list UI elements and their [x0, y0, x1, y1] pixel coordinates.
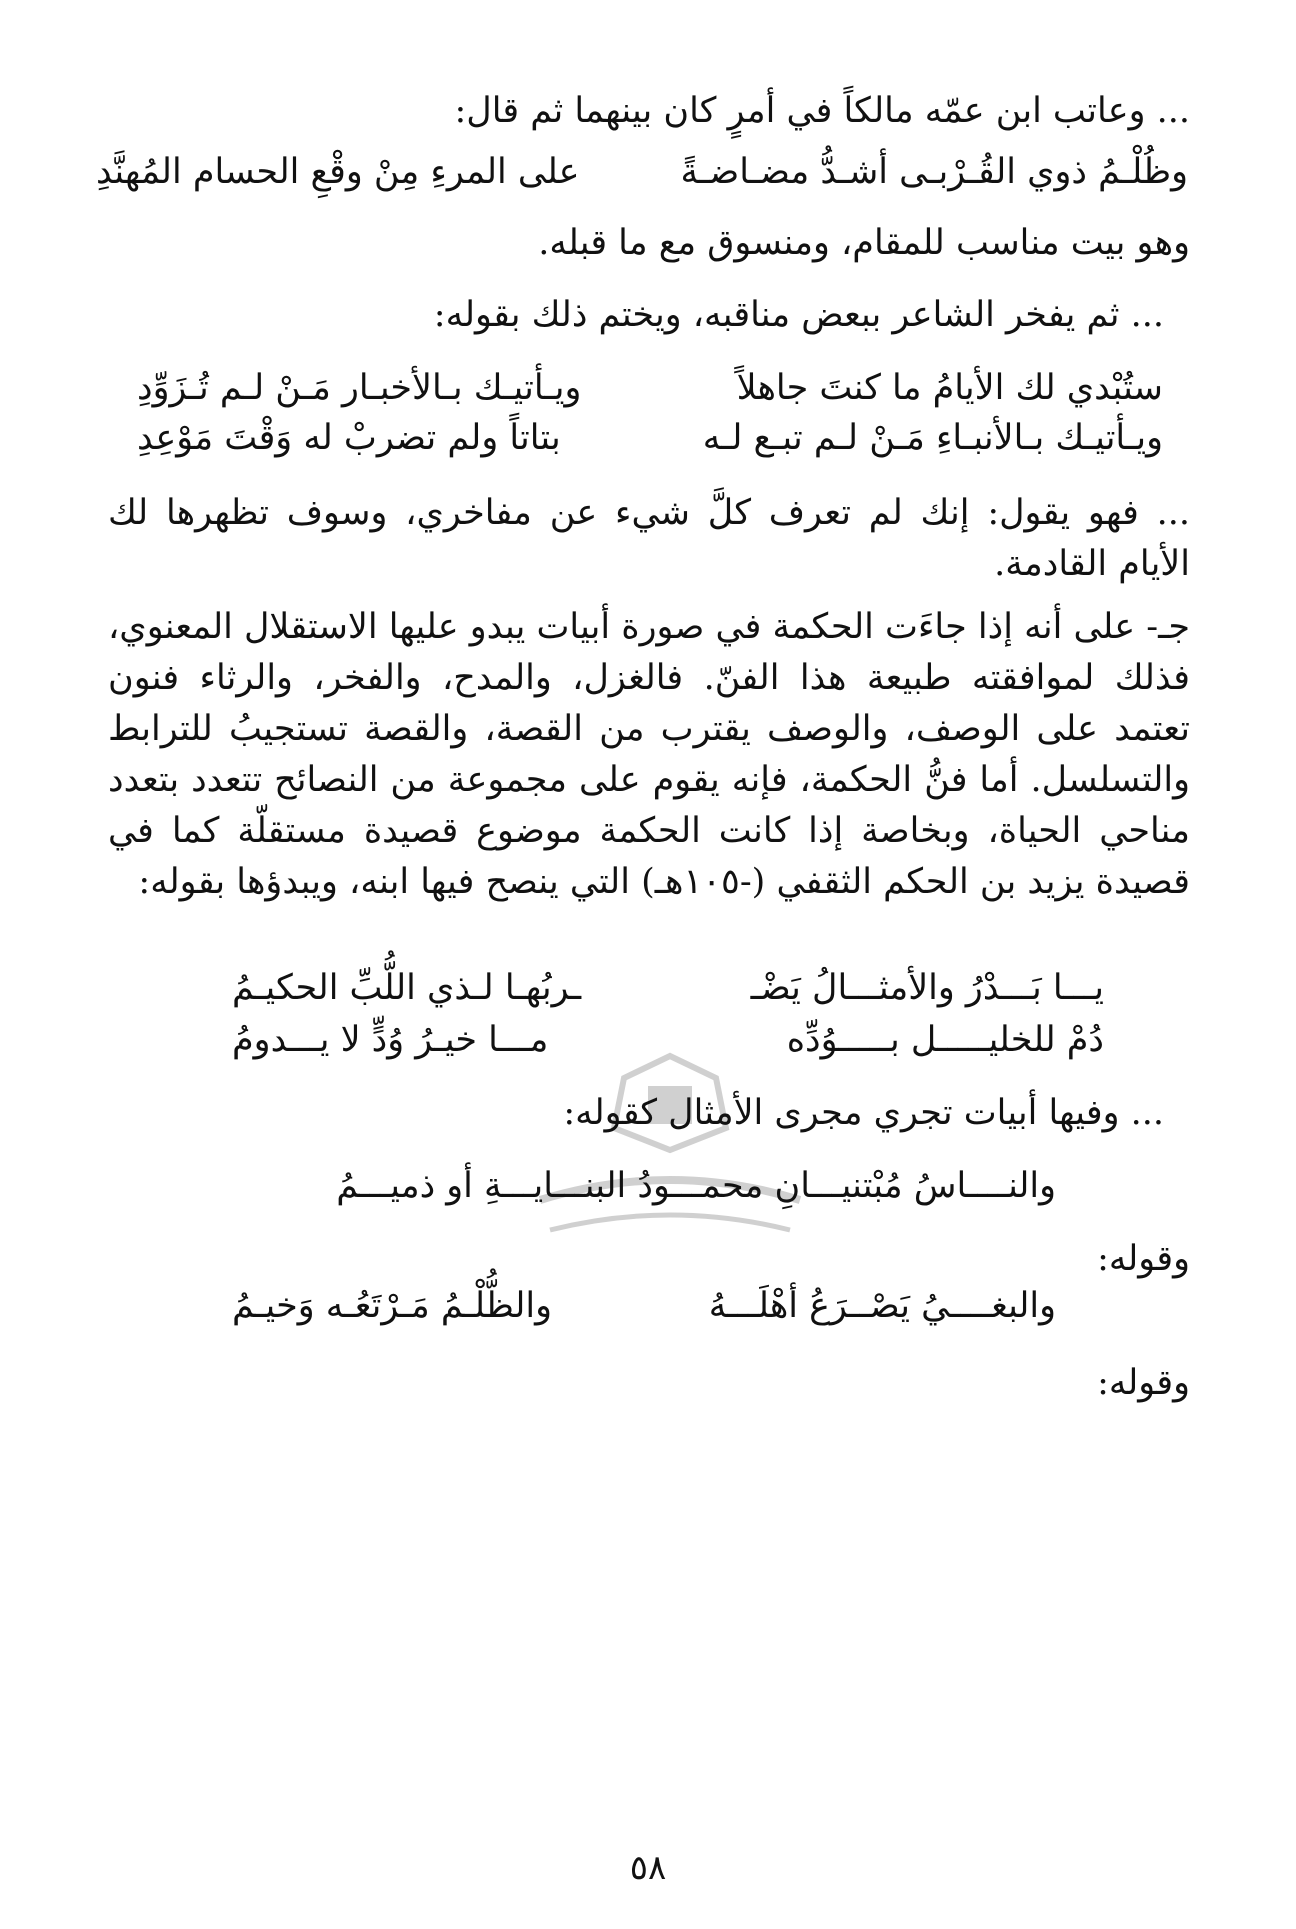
verse-4-first-hemistich: يـــا بَـــدْرُ والأمثـــالُ يَضْـ — [750, 968, 1104, 1008]
verse-6-full: والنــــاسُ مُبْتنيـــانِ محمـــودُ البنـــايـــةِ أو ذميـــمُ — [336, 1166, 1056, 1206]
wa-qawluh-2: وقوله: — [1097, 1363, 1190, 1403]
verse-2-second-hemistich: ويـأتيـك بـالأخبـار مَـنْ لـم تُـزَوِّدِ — [137, 368, 582, 408]
verse-3-first-hemistich: ويـأتيـك بـالأنبـاءِ مَـنْ لـم تبـع لـه — [702, 418, 1163, 458]
verse-2-first-hemistich: ستُبْدي لك الأيامُ ما كنتَ جاهلاً — [736, 368, 1163, 408]
verse-1-first-hemistich: وظُلْـمُ ذوي القُـرْبـى أشـدُّ مضـاضـةً — [680, 152, 1188, 192]
comment-paragraph-2: ... فهو يقول: إنك لم تعرف كلَّ شيء عن مفاخري، وسوف تظهرها لك الأيام القادمة. — [108, 493, 1190, 584]
verse-3-second-hemistich: بتاتاً ولم تضربْ له وَقْتَ مَوْعِدِ — [137, 418, 561, 458]
paragraph-j: جـ- على أنه إذا جاءَت الحكمة في صورة أبيات يبدو عليها الاستقلال المعنوي، فذلك لموافقته طبيعة هذا الفنّ. فالغزل، والمدح، والفخر، والرثاء فنون تعتمد على الوصف، والوصف يقترب من القصة، والقصة تستجيبُ للترابط والتسلسل. أما فنُّ الحكمة، فإنه يقوم على مجموعة من النصائح تتعدد بتعدد مناحي الحياة، وبخاصة إذا كانت الحكمة موضوع قصيدة مستقلّة كما في قصيدة يزيد بن الحكم الثقفي (-١٠٥هـ) التي ينصح فيها ابنه، ويبدؤها بقوله: — [108, 607, 1190, 902]
comment-line-1: وهو بيت مناسب للمقام، ومنسوق مع ما قبله. — [538, 223, 1190, 263]
verse-5-first-hemistich: دُمْ للخليـــــل بـــــوُدِّه — [786, 1020, 1104, 1060]
verse-7-first-hemistich: والبغــــيُ يَصْــرَعُ أهْلَـــهُ — [708, 1286, 1056, 1326]
intro-line-1: ... وعاتب ابن عمّه مالكاً في أمرٍ كان بينهما ثم قال: — [454, 91, 1190, 131]
page-number: ٥٨ — [629, 1848, 667, 1888]
intro-line-2: ... ثم يفخر الشاعر ببعض مناقبه، ويختم ذلك بقوله: — [433, 295, 1164, 335]
library-seal-watermark — [520, 1050, 820, 1260]
verse-5-second-hemistich: مـــا خيـرُ وُدٍّ لا يـــدومُ — [232, 1020, 549, 1060]
wa-qawluh-1: وقوله: — [1097, 1239, 1190, 1279]
verse-1-second-hemistich: على المرءِ مِنْ وقْعِ الحسام المُهنَّدِ — [96, 152, 580, 192]
intro-line-3: ... وفيها أبيات تجري مجرى الأمثال كقوله: — [563, 1093, 1164, 1133]
verse-4-second-hemistich: ـربُهـا لـذي اللُّبِّ الحكيـمُ — [232, 968, 582, 1008]
verse-7-second-hemistich: والظُّلْـمُ مَـرْتَعُـه وَخيـمُ — [232, 1286, 552, 1326]
